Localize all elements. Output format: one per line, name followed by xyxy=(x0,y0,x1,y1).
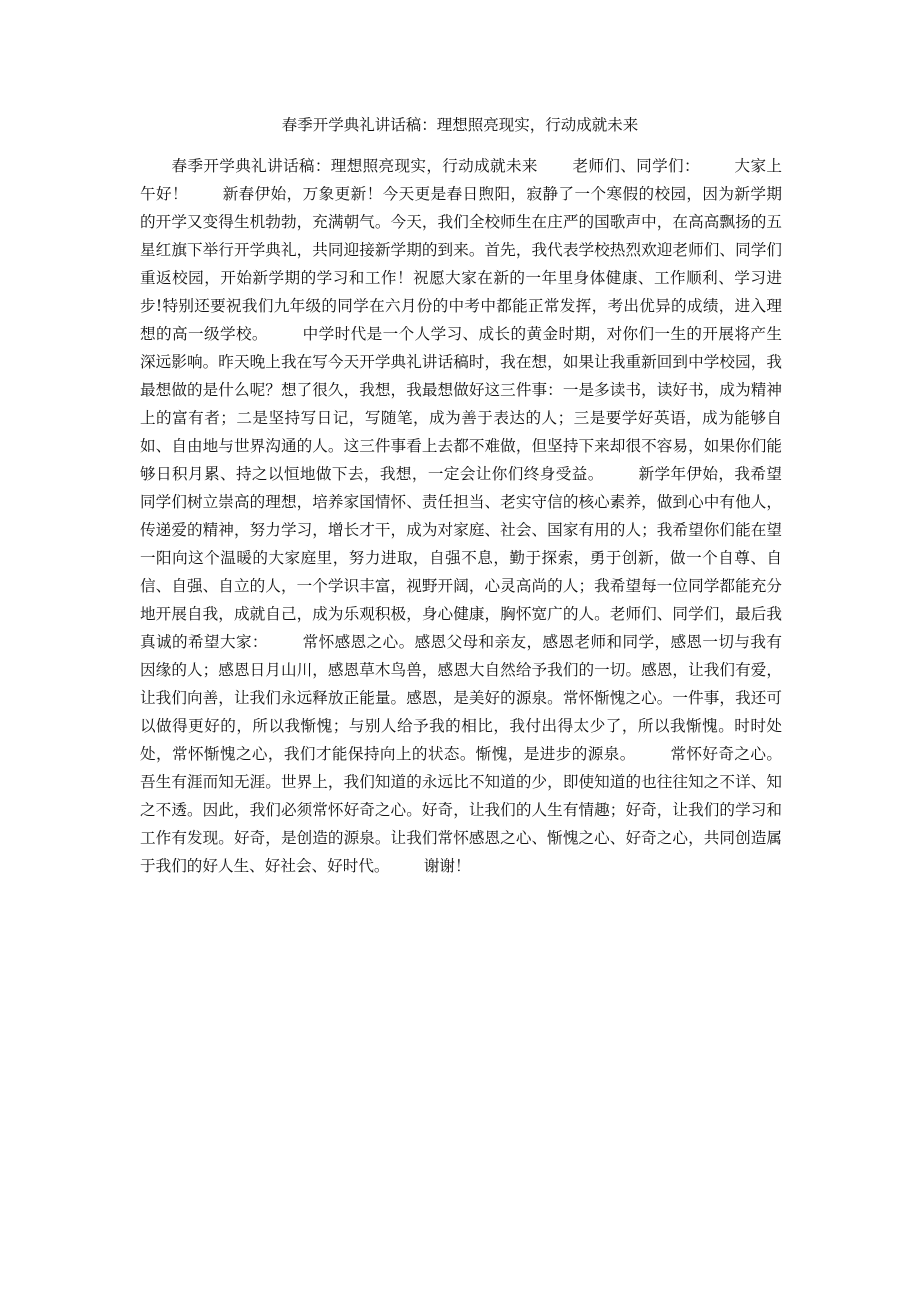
body-paragraph-3: 大家上午好！ xyxy=(140,157,782,203)
body-paragraph-2: 老师们、同学们： xyxy=(572,157,700,175)
body-paragraph-7: 常怀感恩之心。感恩父母和亲友，感恩老师和同学，感恩一切与我有因缘的人；感恩日月山川，感恩草木鸟兽，感恩大自然给予我们的一切。感恩，让我们有爱，让我们向善，让我们永远释放正能量。感恩，是美好的源泉。常怀惭愧之心。一件事，我还可以做得更好的，所以我惭愧；与别人给予我的相比，我付出得太少了，所以我惭愧。时时处处，常怀惭愧之心，我们才能保持向上的状态。惭愧，是进步的源泉。 xyxy=(140,633,782,763)
body-paragraph-4: 新春伊始，万象更新！今天更是春日煦阳，寂静了一个寒假的校园，因为新学期的开学又变得生机勃勃，充满朝气。今天，我们全校师生在庄严的国歌声中，在高高飘扬的五星红旗下举行开学典礼，共同迎接新学期的到来。首先，我代表学校热烈欢迎老师们、同学们重返校园，开始新学期的学习和工作！祝愿大家在新的一年里身体健康、工作顺利、学习进步!特别还要祝我们九年级的同学在六月份的中考中都能正常发挥，考出优异的成绩，进入理想的高一级学校。 xyxy=(140,185,782,343)
document-title: 春季开学典礼讲话稿：理想照亮现实，行动成就未来 xyxy=(281,116,639,134)
body-paragraph-8: 常怀好奇之心。吾生有涯而知无涯。世界上，我们知道的永远比不知道的少，即使知道的也往往知之不详、知之不透。因此，我们必须常怀好奇之心。好奇，让我们的人生有情趣；好奇，让我们的学习和工作有发现。好奇，是创造的源泉。让我们常怀感恩之心、惭愧之心、好奇之心，共同创造属于我们的好人生、好社会、好时代。 xyxy=(140,745,782,875)
body-paragraph-1: 春季开学典礼讲话稿：理想照亮现实，行动成就未来 xyxy=(171,157,538,175)
body-paragraph-6: 新学年伊始，我希望同学们树立崇高的理想，培养家国情怀、责任担当、老实守信的核心素养，做到心中有他人，传递爱的精神，努力学习，增长才干，成为对家庭、社会、国家有用的人；我希望你们能在望一阳向这个温暖的大家庭里，努力进取，自强不息，勤于探索，勇于创新，做一个自尊、自信、自强、自立的人，一个学识丰富，视野开阔，心灵高尚的人；我希望每一位同学都能充分地开展自我，成就自己，成为乐观积极，身心健康，胸怀宽广的人。老师们、同学们，最后我真诚的希望大家： xyxy=(140,465,782,651)
body-paragraph-9: 谢谢！ xyxy=(423,857,471,875)
document-body xyxy=(140,152,782,880)
body-paragraph-5: 中学时代是一个人学习、成长的黄金时期，对你们一生的开展将产生深远影响。昨天晚上我在写今天开学典礼讲话稿时，我在想，如果让我重新回到中学校园，我最想做的是什么呢？想了很久，我想，我最想做好这三件事：一是多读书，读好书，成为精神上的富有者；二是坚持写日记，写随笔，成为善于表达的人；三是要学好英语，成为能够自如、自由地与世界沟通的人。这三件事看上去都不难做，但坚持下来却很不容易，如果你们能够日积月累、持之以恒地做下去，我想，一定会让你们终身受益。 xyxy=(140,325,782,483)
